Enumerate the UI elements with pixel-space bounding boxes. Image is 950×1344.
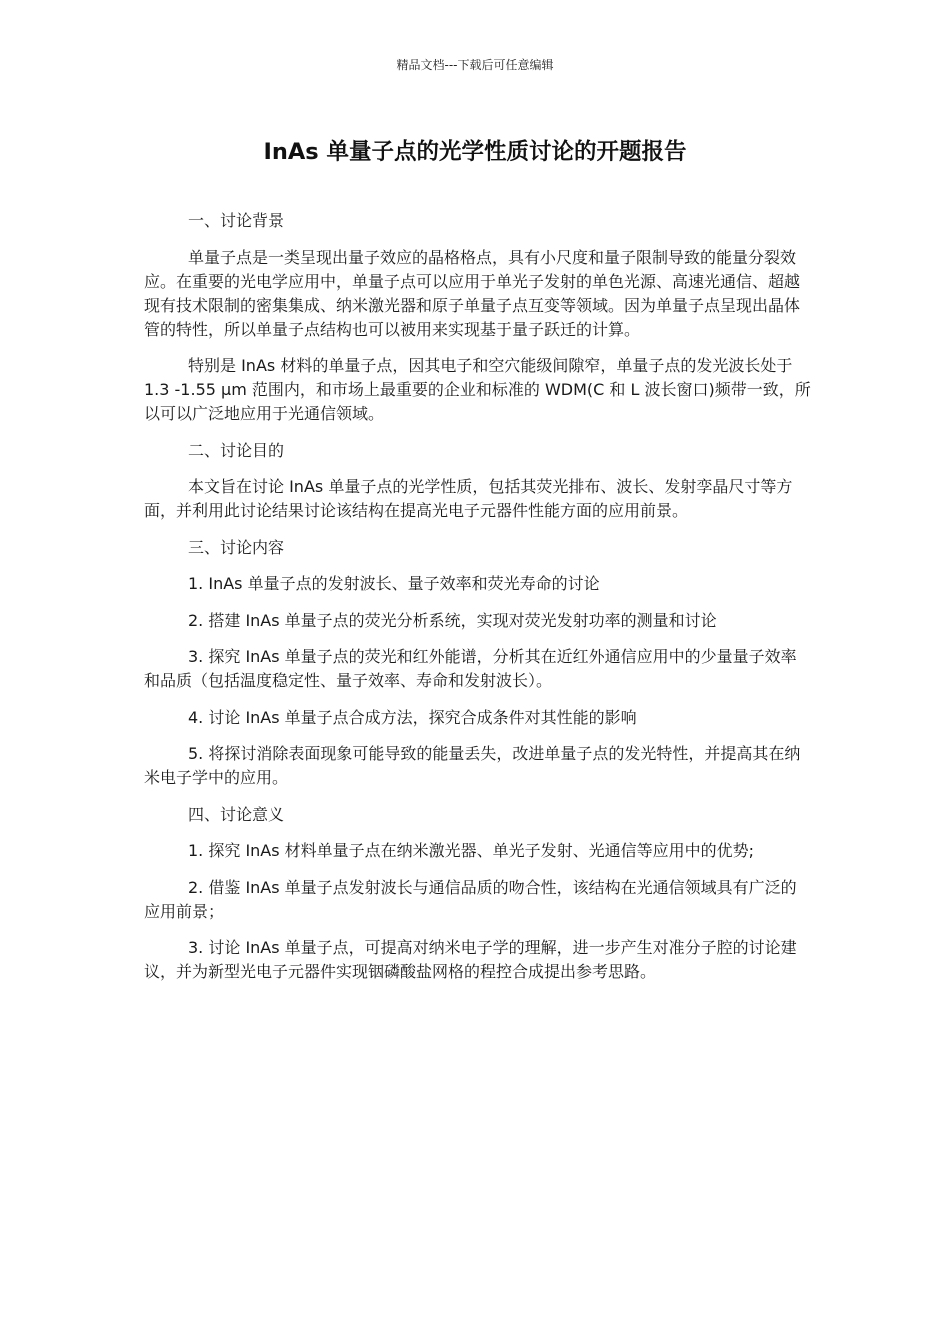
- section-heading-background: 一、讨论背景: [188, 211, 285, 230]
- paragraph: 特别是 InAs 材料的单量子点，因其电子和空穴能级间隙窄，单量子点的发光波长处于 1.3 -1.55 μm 范围内，和市场上最重要的企业和标准的 WDM(C 和 L 波长窗口)频带一致，所以可以广泛地应用于光通信领域。: [144, 356, 811, 423]
- section-heading-content: 三、讨论内容: [188, 537, 285, 557]
- document-body: [144, 209, 812, 997]
- paragraph: 本文旨在讨论 InAs 单量子点的光学性质，包括其荧光排布、波长、发射孪晶尺寸等方面，并利用此讨论结果讨论该结构在提高光电子元器件性能方面的应用前景。: [144, 477, 793, 520]
- list-item: 1. InAs 单量子点的发射波长、量子效率和荧光寿命的讨论: [188, 574, 600, 593]
- list-item: 4. 讨论 InAs 单量子点合成方法，探究合成条件对其性能的影响: [188, 707, 637, 727]
- list-item: 2. 搭建 InAs 单量子点的荧光分析系统，实现对荧光发射功率的测量和讨论: [188, 610, 717, 630]
- list-item: 3. 讨论 InAs 单量子点，可提高对纳米电子学的理解，进一步产生对准分子腔的讨论建议，并为新型光电子元器件实现铟磷酸盐网格的程控合成提出参考思路。: [144, 938, 797, 981]
- list-item: 2. 借鉴 InAs 单量子点发射波长与通信品质的吻合性，该结构在光通信领域具有广泛的应用前景；: [144, 877, 797, 921]
- paragraph: 单量子点是一类呈现出量子效应的晶格格点，具有小尺度和量子限制导致的能量分裂效应。在重要的光电学应用中，单量子点可以应用于单光子发射的单色光源、高速光通信、超越现有技术限制的密集集成、纳米激光器和原子单量子点互变等领域。因为单量子点呈现出晶体管的特性，所以单量子点结构也可以被用来实现基于量子跃迁的计算。: [144, 247, 801, 339]
- list-item: 5. 将探讨消除表面现象可能导致的能量丢失，改进单量子点的发光特性，并提高其在纳米电子学中的应用。: [144, 744, 801, 787]
- document-title: InAs 单量子点的光学性质讨论的开题报告: [263, 139, 687, 165]
- header-note: 精品文档---下载后可任意编辑: [396, 58, 554, 72]
- list-item: 1. 探究 InAs 材料单量子点在纳米激光器、单光子发射、光通信等应用中的优势;: [188, 841, 755, 860]
- section-heading-significance: 四、讨论意义: [188, 804, 285, 824]
- list-item: 3. 探究 InAs 单量子点的荧光和红外能谱，分析其在近红外通信应用中的少量量子效率和品质（包括温度稳定性、量子效率、寿命和发射波长）。: [144, 647, 797, 690]
- section-heading-purpose: 二、讨论目的: [188, 440, 285, 460]
